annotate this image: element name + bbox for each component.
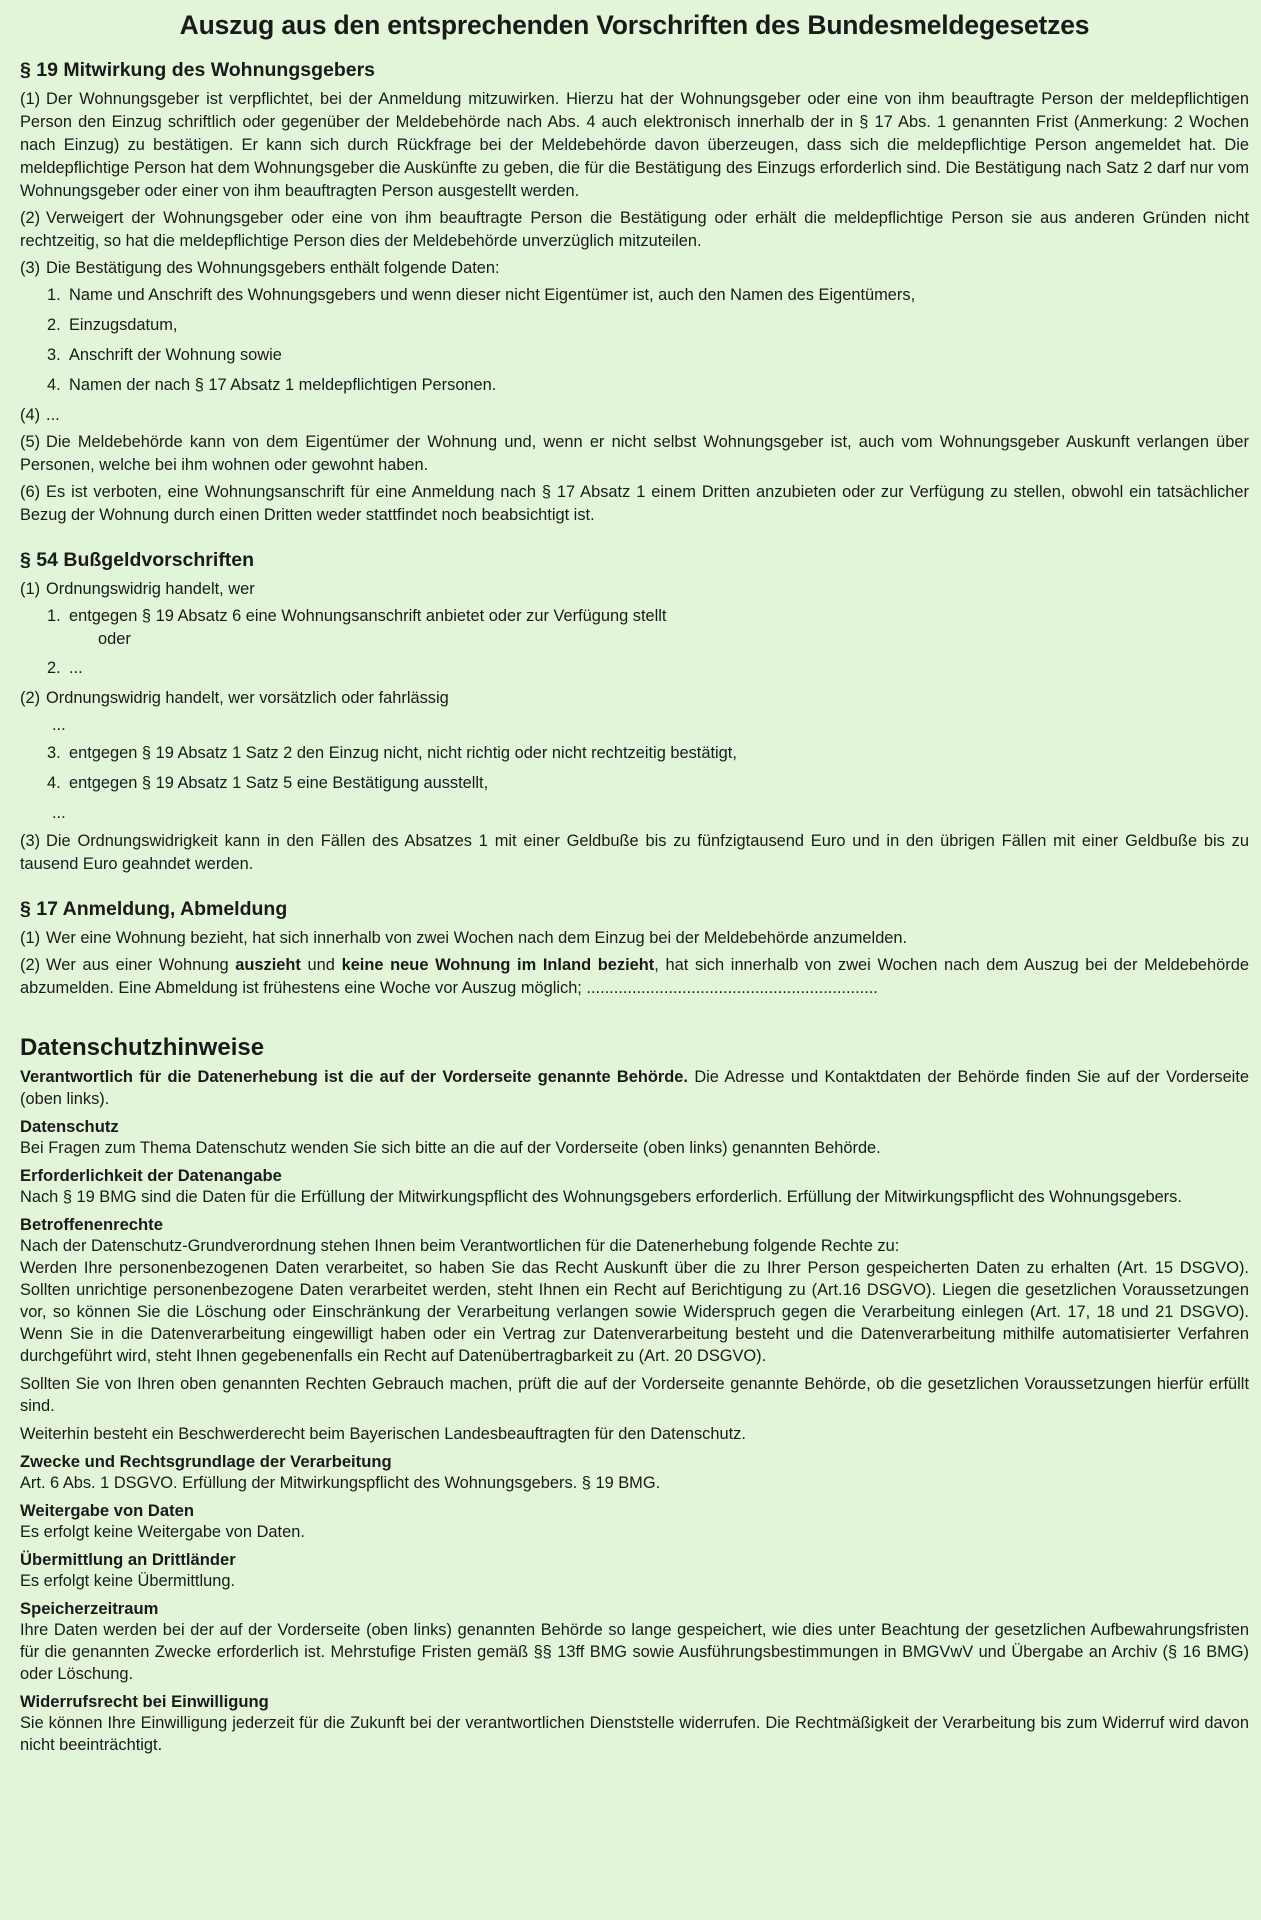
s17-paragraph-2	[20, 954, 1249, 1000]
paragraph-text: Die Ordnungswidrigkeit kann in den Fällen des Absatzes 1 mit einer Geldbuße bis zu fünfzigtausend Euro und in den übrigen Fällen mit einer Geldbuße bis zu tausend Euro geahndet werden.	[20, 832, 1249, 873]
s19-paragraph-6	[20, 481, 1249, 527]
retention-text: Ihre Daten werden bei der auf der Vorderseite (oben links) genannten Behörde so lange gespeichert, wie dies unter Beachtung der gesetzlichen Aufbewahrungsfristen für die genannten Zwecke erforderlich ist. Mehrstufige Fristen gemäß §§ 13ff BMG sowie Ausführungsbestimmungen in BMGVwV und Übergabe an Archiv (§ 16 BMG) oder Löschung.	[20, 1621, 1249, 1683]
section-54	[20, 549, 1249, 876]
revocation-text: Sie können Ihre Einwilligung jederzeit für die Zukunft bei der verantwortlichen Dienststelle widerrufen. Die Rechtmäßigkeit der Verarbeitung bis zum Widerruf wird davon nicht beeinträchtigt.	[20, 1714, 1249, 1754]
paragraph-number: (2)	[20, 209, 41, 227]
list-item	[20, 374, 1249, 397]
s54-p1-list	[20, 605, 1249, 680]
s19-paragraph-4	[20, 404, 1249, 427]
paragraph-text: Es ist verboten, eine Wohnungsanschrift für eine Anmeldung nach § 17 Absatz 1 einem Dritten anzubieten oder zur Verfügung zu stellen, obwohl ein tatsächlicher Bezug der Wohnung durch einen Dritten weder stattfindet noch beabsichtigt ist.	[20, 483, 1249, 524]
list-item	[20, 772, 1249, 795]
rights-text: Weiterhin besteht ein Beschwerderecht beim Bayerischen Landesbeauftragten für den Datenschutz.	[20, 1425, 746, 1443]
list-item	[20, 344, 1249, 367]
s19-paragraph-1	[20, 88, 1249, 203]
s54-p2-list	[20, 742, 1249, 795]
privacy-text: Bei Fragen zum Thema Datenschutz wenden Sie sich bitte an die auf der Vorderseite (oben links) genannten Behörde.	[20, 1139, 881, 1157]
paragraph-number: (1)	[20, 580, 41, 598]
s19-paragraph-5	[20, 431, 1249, 477]
list-item	[20, 314, 1249, 337]
rights-intro: Nach der Datenschutz-Grundverordnung stehen Ihnen beim Verantwortlichen für die Datenerhebung folgende Rechte zu:	[20, 1237, 900, 1255]
list-item-number: 1.	[47, 607, 61, 625]
emphasis-text: auszieht	[235, 956, 301, 974]
paragraph-text: Wer aus einer Wohnung	[46, 956, 236, 974]
list-item	[20, 284, 1249, 307]
revocation-heading: Widerrufsrecht bei Einwilligung	[20, 1692, 269, 1711]
paragraph-text: Die Bestätigung des Wohnungsgebers enthält folgende Daten:	[46, 259, 500, 277]
retention-heading: Speicherzeitraum	[20, 1599, 159, 1618]
list-item-number: 1.	[47, 286, 61, 304]
paragraph-text: Der Wohnungsgeber ist verpflichtet, bei der Anmeldung mitzuwirken. Hierzu hat der Wohnungsgeber oder eine von ihm beauftragte Person der meldepflichtigen Person den Einzug schriftlich oder gegenüber der Meldebehörde nach Abs. 4 auch elektronisch innerhalb der in § 17 Abs. 1 genannten Frist (Anmerkung: 2 Wochen nach Einzug) zu bestätigen. Er kann sich durch Rückfrage bei der Meldebehörde davon überzeugen, dass sich die meldepflichtige Person angemeldet hat. Die meldepflichtige Person hat dem Wohnungsgeber die Auskünfte zu geben, die für die Bestätigung des Einzugs erforderlich sind. Die Bestätigung nach Satz 2 darf nur vom Wohnungsgeber oder einer von ihm beauftragten Person ausgestellt werden.	[20, 90, 1249, 200]
rights-text: Sollten Sie von Ihren oben genannten Rechten Gebrauch machen, prüft die auf der Vorderseite genannte Behörde, ob die gesetzlichen Voraussetzungen hierfür erfüllt sind.	[20, 1375, 1249, 1415]
paragraph-text: Die Adresse und Kontaktdaten der Behörde finden Sie auf der Vorderseite (oben links).	[20, 1068, 1249, 1108]
paragraph-number: (1)	[20, 929, 41, 947]
paragraph-text: und	[300, 956, 342, 974]
paragraph-text: Ordnungswidrig handelt, wer	[46, 580, 255, 598]
list-item-number: 4.	[47, 376, 61, 394]
privacy-notice-title: Datenschutzhinweise	[20, 1034, 265, 1061]
list-item-text: entgegen § 19 Absatz 1 Satz 5 eine Bestätigung ausstellt,	[69, 774, 489, 792]
privacy-notice	[20, 1034, 1249, 1756]
s19-p3-list	[20, 284, 1249, 397]
list-item-number: 4.	[47, 774, 61, 792]
section-54-heading: § 54 Bußgeldvorschriften	[20, 549, 255, 571]
necessity-heading: Erforderlichkeit der Datenangabe	[20, 1166, 282, 1185]
list-item-text: Anschrift der Wohnung sowie	[69, 346, 282, 364]
s54-paragraph-1	[20, 578, 1249, 601]
purpose-heading: Zwecke und Rechtsgrundlage der Verarbeitung	[20, 1452, 392, 1471]
list-item	[20, 742, 1249, 765]
disclosure-heading: Weitergabe von Daten	[20, 1501, 194, 1520]
section-17-heading: § 17 Anmeldung, Abmeldung	[20, 898, 288, 920]
s19-paragraph-3	[20, 257, 1249, 280]
privacy-heading: Datenschutz	[20, 1117, 119, 1136]
paragraph-text: Verweigert der Wohnungsgeber oder eine von ihm beauftragte Person die Bestätigung oder erhält die meldepflichtige Person sie aus anderen Gründen nicht rechtzeitig, so hat die meldepflichtige Person dies der Meldebehörde unverzüglich mitzuteilen.	[20, 209, 1249, 250]
list-item-text: Name und Anschrift des Wohnungsgebers und wenn dieser nicht Eigentümer ist, auch den Namen des Eigentümers,	[69, 286, 916, 304]
emphasis-text: Verantwortlich für die Datenerhebung ist die auf der Vorderseite genannte Behörde.	[20, 1068, 688, 1086]
rights-text: Werden Ihre personenbezogenen Daten verarbeitet, so haben Sie das Recht Auskunft über die zu Ihrer Person gespeicherten Daten zu erhalten (Art. 15 DSGVO). Sollten unrichtige personenbezogene Daten verarbeitet werden, steht Ihnen ein Recht auf Berichtigung zu (Art.16 DSGVO). Liegen die gesetzlichen Voraussetzungen vor, so können Sie die Löschung oder Einschränkung der Verarbeitung verlangen sowie Widerspruch gegen die Verarbeitung einlegen (Art. 17, 18 und 21 DSGVO). Wenn Sie in die Datenverarbeitung eingewilligt haben oder ein Vertrag zur Datenverarbeitung besteht und die Datenverarbeitung mithilfe automatisierter Verfahren durchgeführt wird, steht Ihnen gegebenenfalls ein Recht auf Datenübertragbarkeit zu (Art. 20 DSGVO).	[20, 1259, 1249, 1365]
paragraph-number: (3)	[20, 259, 41, 277]
list-item	[20, 605, 1249, 628]
section-19	[20, 59, 1249, 527]
s19-paragraph-2	[20, 207, 1249, 253]
emphasis-text: keine neue Wohnung im Inland bezieht	[341, 956, 655, 974]
paragraph-number: (6)	[20, 483, 41, 501]
list-item-number: 3.	[47, 346, 61, 364]
third-country-text: Es erfolgt keine Übermittlung.	[20, 1572, 235, 1590]
list-item-number: 2.	[47, 316, 61, 334]
list-item	[20, 657, 1249, 680]
paragraph-number: (5)	[20, 433, 41, 451]
section-19-heading: § 19 Mitwirkung des Wohnungsgebers	[20, 59, 376, 81]
paragraph-number: (2)	[20, 689, 41, 707]
third-country-heading: Übermittlung an Drittländer	[20, 1550, 236, 1569]
paragraph-number: (3)	[20, 832, 41, 850]
list-item-text: entgegen § 19 Absatz 1 Satz 2 den Einzug nicht, nicht richtig oder nicht rechtzeitig bestätigt,	[69, 744, 737, 762]
s17-paragraph-1	[20, 927, 1249, 950]
section-17	[20, 898, 1249, 1000]
list-item-continuation: oder	[98, 630, 131, 648]
omission-marker: ...	[52, 716, 66, 734]
responsible-authority	[20, 1066, 1249, 1110]
necessity-text: Nach § 19 BMG sind die Daten für die Erfüllung der Mitwirkungspflicht des Wohnungsgebers erforderlich. Erfüllung der Mitwirkungspflicht des Wohnungsgebers.	[20, 1188, 1182, 1206]
rights-heading: Betroffenenrechte	[20, 1215, 163, 1234]
paragraph-number: (2)	[20, 956, 41, 974]
paragraph-text: Die Meldebehörde kann von dem Eigentümer der Wohnung und, wenn er nicht selbst Wohnungsgeber ist, auch vom Wohnungsgeber Auskunft verlangen über Personen, welche bei ihm wohnen oder gewohnt haben.	[20, 433, 1249, 474]
list-item-number: 2.	[47, 659, 61, 677]
paragraph-number: (1)	[20, 90, 41, 108]
disclosure-text: Es erfolgt keine Weitergabe von Daten.	[20, 1523, 305, 1541]
list-item-text: entgegen § 19 Absatz 6 eine Wohnungsanschrift anbietet oder zur Verfügung stellt	[69, 607, 667, 625]
list-item-number: 3.	[47, 744, 61, 762]
purpose-text: Art. 6 Abs. 1 DSGVO. Erfüllung der Mitwirkungspflicht des Wohnungsgebers. § 19 BMG.	[20, 1474, 661, 1492]
list-item-text: Einzugsdatum,	[69, 316, 178, 334]
paragraph-number: (4)	[20, 406, 41, 424]
paragraph-text: , hat sich innerhalb von zwei Wochen nach dem Auszug bei der Meldebehörde abzumelden. Eine Abmeldung ist frühestens eine Woche vor Auszug möglich; ................................................................	[20, 956, 1249, 997]
list-item-text: ...	[69, 659, 83, 677]
document-title: Auszug aus den entsprechenden Vorschriften des Bundesmeldegesetzes	[179, 10, 1090, 40]
omission-marker: ...	[52, 804, 66, 822]
paragraph-text: ...	[46, 406, 60, 424]
paragraph-text: Wer eine Wohnung bezieht, hat sich innerhalb von zwei Wochen nach dem Einzug bei der Meldebehörde anzumelden.	[46, 929, 908, 947]
s54-paragraph-3	[20, 830, 1249, 876]
paragraph-text: Ordnungswidrig handelt, wer vorsätzlich oder fahrlässig	[46, 689, 449, 707]
list-item-text: Namen der nach § 17 Absatz 1 meldepflichtigen Personen.	[69, 376, 497, 394]
s54-paragraph-2	[20, 687, 1249, 710]
